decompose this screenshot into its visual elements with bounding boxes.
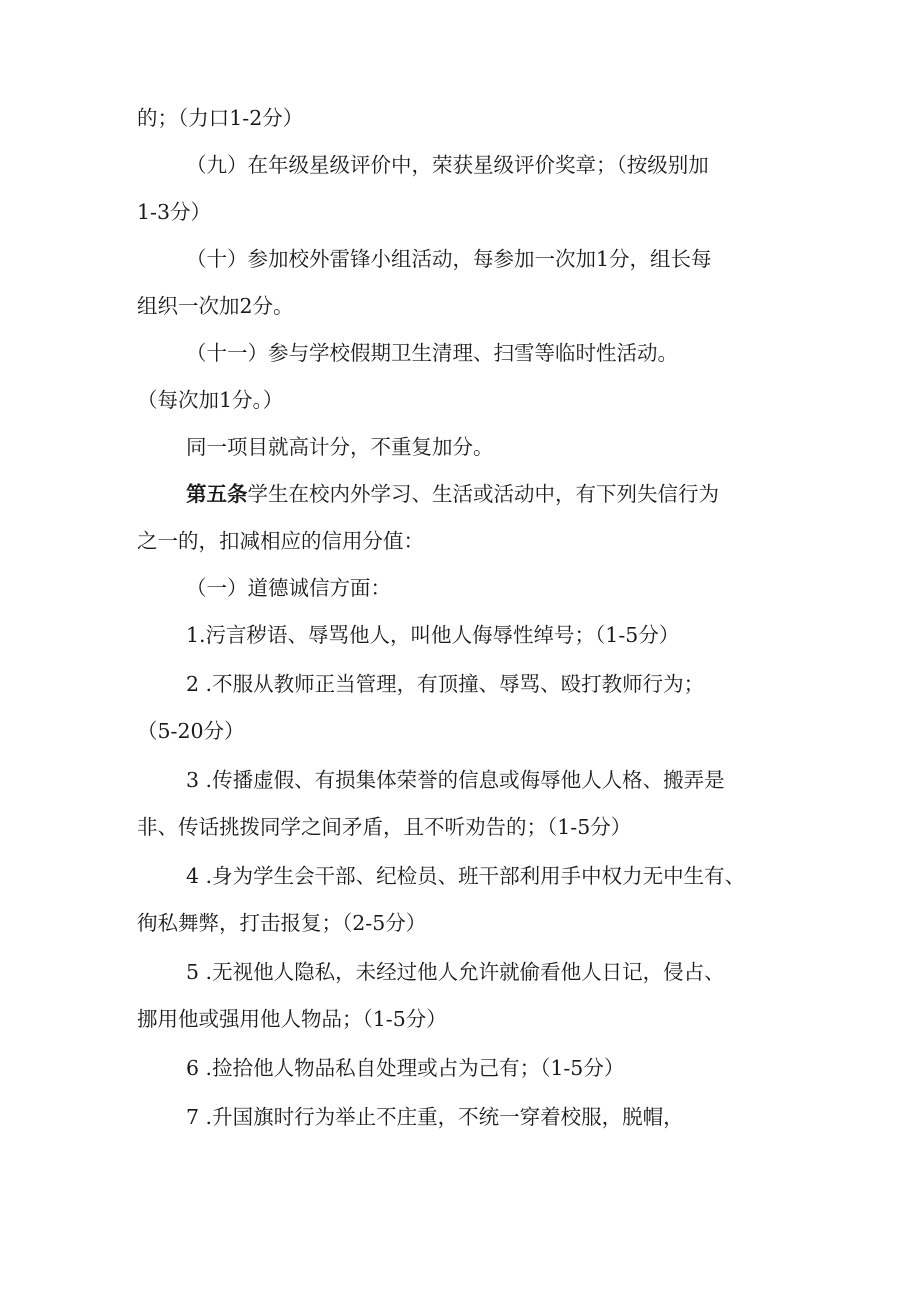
section-heading: （一）道德诚信方面：: [186, 576, 391, 600]
paragraph-line: 学生在校内外学习、生活或活动中，有下列失信行为: [247, 482, 719, 506]
article-label: 第五条: [186, 482, 248, 506]
paragraph-line: 非、传话挑拨同学之间矛盾，且不听劝告的；（1-5分）: [137, 815, 632, 839]
paragraph-line: （十）参加校外雷锋小组活动，每参加一次加1分，组长每: [186, 247, 712, 271]
list-item: 6 .捡拾他人物品私自处理或占为己有；（1-5分）: [186, 1056, 625, 1080]
paragraph-line: （九）在年级星级评价中，荣获星级评价奖章；（按级别加: [186, 153, 709, 177]
paragraph-line: 组织一次加2分。: [137, 294, 294, 318]
article-heading-line: [186, 484, 719, 505]
paragraph-line: 徇私舞弊，打击报复；（2-5分）: [137, 911, 427, 935]
paragraph-line: 的；（力口1-2分）: [137, 106, 304, 130]
list-item: 3 .传播虚假、有损集体荣誉的信息或侮辱他人人格、搬弄是: [186, 768, 725, 792]
list-item: 1.污言秽语、辱骂他人，叫他人侮辱性绰号；（1-5分）: [186, 623, 680, 647]
paragraph-line: 挪用他或强用他人物品；（1-5分）: [137, 1007, 447, 1031]
paragraph-line: （十一）参与学校假期卫生清理、扫雪等临时性活动。: [186, 341, 678, 365]
paragraph-line: （5-20分）: [137, 719, 245, 743]
paragraph-line: 之一的，扣减相应的信用分值：: [137, 529, 424, 553]
list-item: 7 .升国旗时行为举止不庄重，不统一穿着校服，脱帽，: [186, 1105, 684, 1129]
list-item: 2 .不服从教师正当管理，有顶撞、辱骂、殴打教师行为；: [186, 672, 705, 696]
paragraph-line: 同一项目就高计分，不重复加分。: [186, 435, 494, 459]
list-item: 5 .无视他人隐私，未经过他人允许就偷看他人日记，侵占、: [186, 960, 725, 984]
paragraph-line: 1-3分）: [137, 200, 212, 224]
list-item: 4 .身为学生会干部、纪检员、班干部利用手中权力无中生有、: [186, 864, 746, 888]
paragraph-line: （每次加1分。）: [137, 388, 284, 412]
